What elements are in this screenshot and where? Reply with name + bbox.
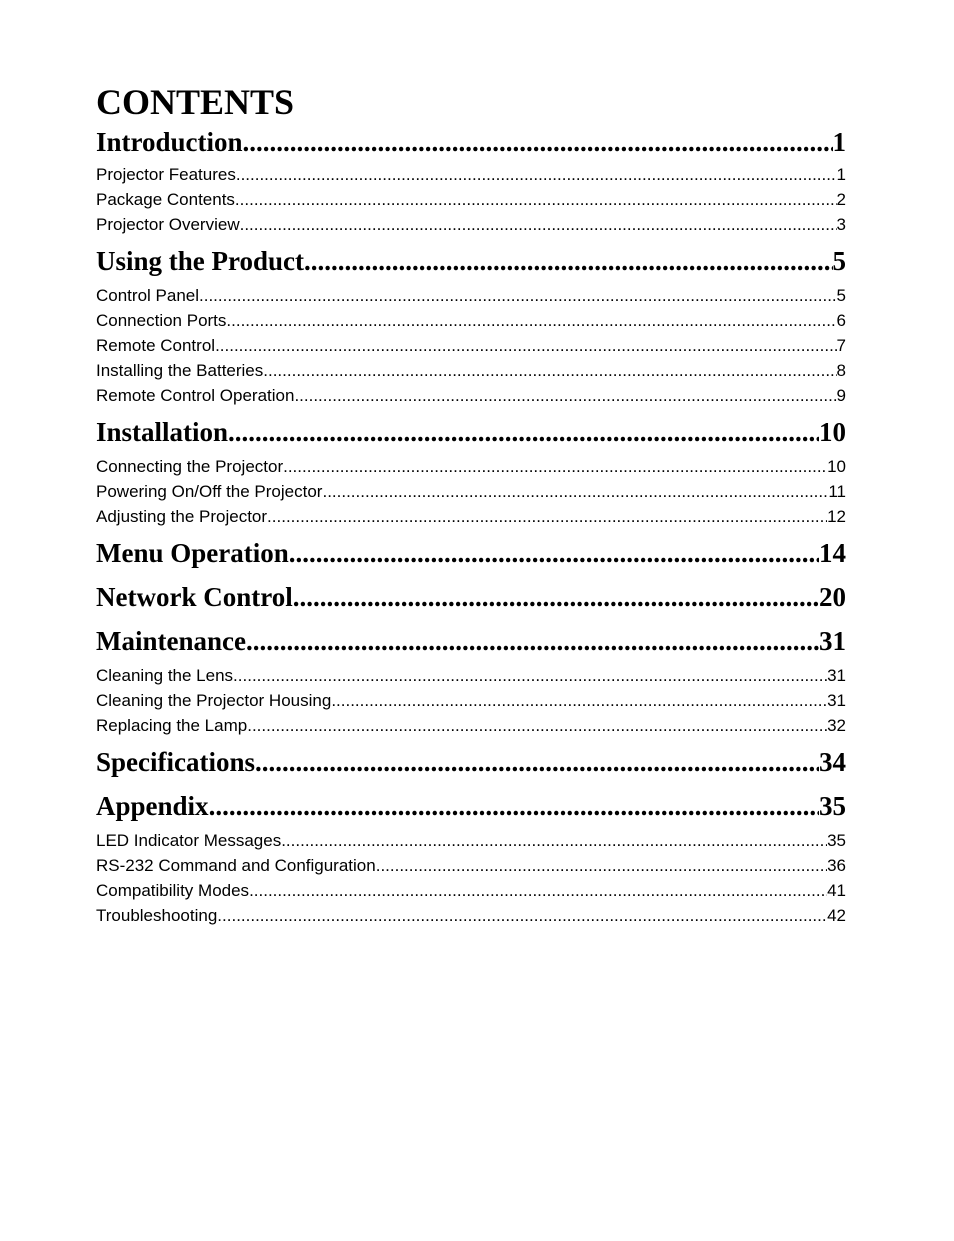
dot-leader xyxy=(289,531,819,575)
dot-leader xyxy=(233,663,827,688)
toc-entry-page-number: 1 xyxy=(832,127,846,157)
toc-section-entry[interactable] xyxy=(96,308,846,333)
toc-entry-page-number: 20 xyxy=(819,582,846,612)
dot-leader xyxy=(376,853,827,878)
toc-entry-label: Maintenance xyxy=(96,626,246,656)
dot-leader xyxy=(240,212,837,237)
dot-leader xyxy=(304,239,832,283)
toc-section-entry[interactable] xyxy=(96,283,846,308)
dot-leader xyxy=(247,713,827,738)
toc-entry-page-number: 31 xyxy=(827,691,846,710)
toc-entry-page-number: 14 xyxy=(819,538,846,568)
toc-entry-label: Cleaning the Projector Housing xyxy=(96,691,332,710)
toc-entry-page-number: 3 xyxy=(836,215,846,234)
toc-section-entry[interactable] xyxy=(96,162,846,187)
toc-entry-label: Replacing the Lamp xyxy=(96,716,248,735)
toc-chapter-entry[interactable] xyxy=(96,619,846,663)
toc-section-entry[interactable] xyxy=(96,333,846,358)
dot-leader xyxy=(281,828,827,853)
toc-section-entry[interactable] xyxy=(96,383,846,408)
toc-entry-label: LED Indicator Messages xyxy=(96,831,282,850)
toc-entry-label: Introduction xyxy=(96,127,243,157)
toc-section-entry[interactable] xyxy=(96,828,846,853)
toc-entry-page-number: 34 xyxy=(819,747,846,777)
toc-entry-label: Network Control xyxy=(96,582,293,612)
toc-entry-label: Projector Features xyxy=(96,165,236,184)
toc-entry-label: Package Contents xyxy=(96,190,235,209)
toc-chapter-entry[interactable] xyxy=(96,740,846,784)
toc-entry-page-number: 31 xyxy=(827,666,846,685)
toc-chapter-entry[interactable] xyxy=(96,575,846,619)
toc-list xyxy=(96,122,846,928)
dot-leader xyxy=(255,740,819,784)
toc-section-entry[interactable] xyxy=(96,878,846,903)
dot-leader xyxy=(236,162,837,187)
toc-entry-label: Installation xyxy=(96,417,229,447)
toc-entry-label: Installing the Batteries xyxy=(96,361,264,380)
toc-entry-page-number: 5 xyxy=(832,246,846,276)
toc-section-entry[interactable] xyxy=(96,212,846,237)
toc-entry-label: RS-232 Command and Configuration xyxy=(96,856,376,875)
dot-leader xyxy=(199,283,837,308)
toc-entry-page-number: 35 xyxy=(819,791,846,821)
toc-entry-label: Control Panel xyxy=(96,286,200,305)
toc-entry-label: Cleaning the Lens xyxy=(96,666,234,685)
toc-entry-page-number: 31 xyxy=(819,626,846,656)
toc-chapter-entry[interactable] xyxy=(96,239,846,283)
toc-page xyxy=(96,80,846,928)
dot-leader xyxy=(228,410,819,454)
dot-leader xyxy=(283,454,827,479)
toc-entry-page-number: 35 xyxy=(827,831,846,850)
toc-section-entry[interactable] xyxy=(96,358,846,383)
dot-leader xyxy=(293,575,819,619)
toc-entry-page-number: 8 xyxy=(836,361,846,380)
toc-entry-page-number: 12 xyxy=(827,507,846,526)
dot-leader xyxy=(294,383,836,408)
toc-section-entry[interactable] xyxy=(96,504,846,529)
toc-entry-label: Menu Operation xyxy=(96,538,289,568)
toc-chapter-entry[interactable] xyxy=(96,122,846,162)
toc-entry-page-number: 6 xyxy=(836,311,846,330)
toc-section-entry[interactable] xyxy=(96,479,846,504)
toc-section-entry[interactable] xyxy=(96,688,846,713)
toc-entry-page-number: 42 xyxy=(827,906,846,925)
dot-leader xyxy=(235,187,837,212)
toc-section-entry[interactable] xyxy=(96,187,846,212)
toc-entry-label: Troubleshooting xyxy=(96,906,218,925)
dot-leader xyxy=(331,688,827,713)
toc-section-entry[interactable] xyxy=(96,853,846,878)
dot-leader xyxy=(263,358,836,383)
toc-entry-label: Remote Control xyxy=(96,336,216,355)
toc-entry-page-number: 2 xyxy=(836,190,846,209)
toc-entry-page-number: 9 xyxy=(836,386,846,405)
page-title: CONTENTS xyxy=(96,82,295,122)
toc-entry-page-number: 1 xyxy=(836,165,846,184)
toc-entry-label: Projector Overview xyxy=(96,215,240,234)
toc-chapter-entry[interactable] xyxy=(96,784,846,828)
dot-leader xyxy=(246,619,819,663)
toc-entry-page-number: 36 xyxy=(827,856,846,875)
toc-entry-label: Specifications xyxy=(96,747,255,777)
toc-section-entry[interactable] xyxy=(96,454,846,479)
toc-entry-page-number: 32 xyxy=(827,716,846,735)
dot-leader xyxy=(267,504,827,529)
toc-section-entry[interactable] xyxy=(96,903,846,928)
toc-chapter-entry[interactable] xyxy=(96,410,846,454)
toc-chapter-entry[interactable] xyxy=(96,531,846,575)
toc-entry-label: Powering On/Off the Projector xyxy=(96,482,323,501)
dot-leader xyxy=(322,479,828,504)
toc-entry-page-number: 41 xyxy=(827,881,846,900)
toc-section-entry[interactable] xyxy=(96,663,846,688)
dot-leader xyxy=(249,878,827,903)
toc-entry-label: Remote Control Operation xyxy=(96,386,295,405)
toc-entry-label: Appendix xyxy=(96,791,209,821)
toc-entry-page-number: 10 xyxy=(827,457,846,476)
dot-leader xyxy=(226,308,836,333)
toc-entry-page-number: 11 xyxy=(828,482,846,501)
toc-entry-label: Connection Ports xyxy=(96,311,227,330)
toc-entry-page-number: 10 xyxy=(819,417,846,447)
dot-leader xyxy=(243,122,833,162)
toc-entry-label: Using the Product xyxy=(96,246,305,276)
toc-entry-page-number: 5 xyxy=(836,286,846,305)
toc-section-entry[interactable] xyxy=(96,713,846,738)
dot-leader xyxy=(217,903,827,928)
toc-entry-label: Adjusting the Projector xyxy=(96,507,268,526)
dot-leader xyxy=(209,784,819,828)
toc-entry-label: Connecting the Projector xyxy=(96,457,284,476)
toc-entry-label: Compatibility Modes xyxy=(96,881,250,900)
dot-leader xyxy=(215,333,836,358)
toc-entry-page-number: 7 xyxy=(836,336,846,355)
